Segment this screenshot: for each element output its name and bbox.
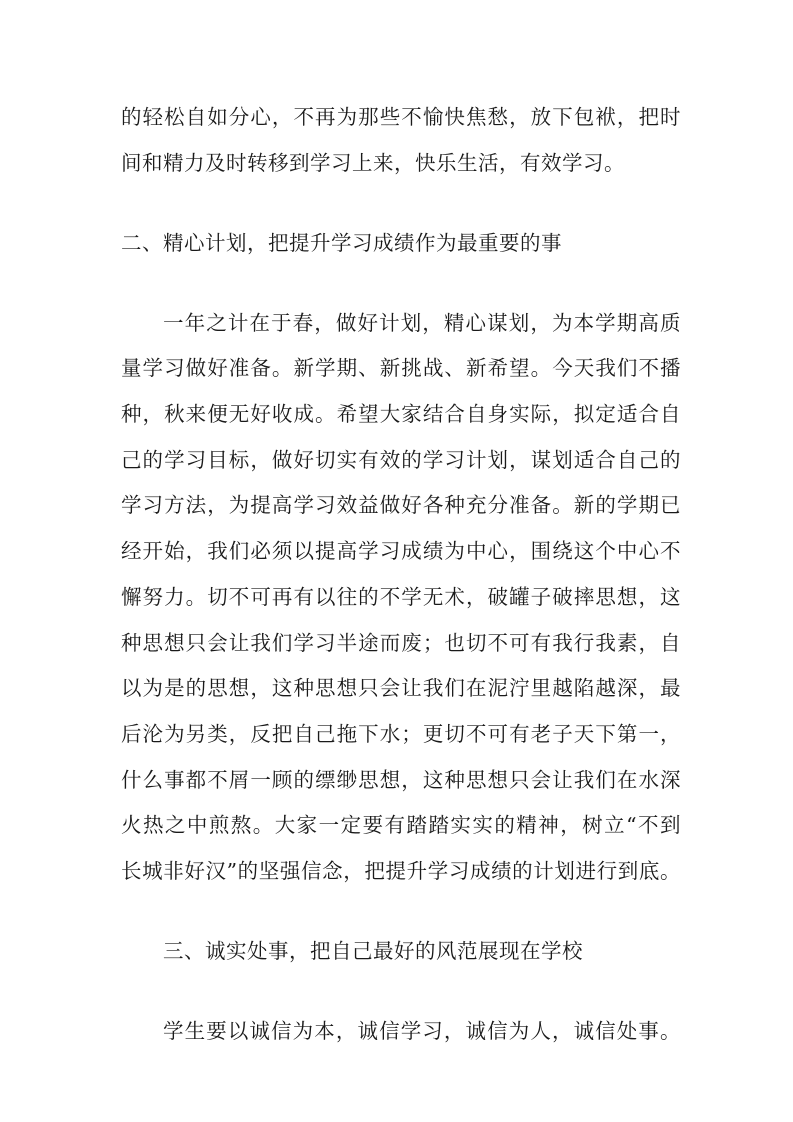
paragraph-line: 间和精力及时转移到学习上来，快乐生活，有效学习。 [121,151,625,175]
section-heading: 三、诚实处事，把自己最好的风范展现在学校 [163,939,583,963]
section-heading: 二、精心计划，把提升学习成绩作为最重要的事 [121,231,562,255]
paragraph-line: 种思想只会让我们学习半途而废；也切不可有我行我素，自 [121,631,681,655]
paragraph-line: 一年之计在于春，做好计划，精心谋划，为本学期高质 [163,311,681,335]
paragraph-line: 经开始，我们必须以提高学习成绩为中心，围绕这个中心不 [121,539,681,563]
paragraph-line: 懈努力。切不可再有以往的不学无术，破罐子破摔思想，这 [121,585,681,609]
paragraph-line: 量学习做好准备。新学期、新挑战、新希望。今天我们不播 [121,356,681,380]
paragraph-line: 长城非好汉”的坚强信念，把提升学习成绩的计划进行到底。 [121,859,681,883]
paragraph-line: 以为是的思想，这种思想只会让我们在泥泞里越陷越深，最 [121,676,681,700]
paragraph-line: 火热之中煎熬。大家一定要有踏踏实实的精神，树立“不到 [121,813,681,837]
paragraph-line: 后沦为另类，反把自己拖下水；更切不可有老子天下第一， [121,722,681,746]
paragraph-line: 的轻松自如分心，不再为那些不愉快焦愁，放下包袱，把时 [121,105,681,129]
paragraph-line: 己的学习目标，做好切实有效的学习计划，谋划适合自己的 [121,448,681,472]
paragraph-line: 学生要以诚信为本，诚信学习，诚信为人，诚信处事。 [163,1019,681,1043]
paragraph-line: 种，秋来便无好收成。希望大家结合自身实际，拟定适合自 [121,402,681,426]
paragraph-line: 什么事都不屑一顾的缥缈思想，这种思想只会让我们在水深 [121,768,681,792]
paragraph-line: 学习方法，为提高学习效益做好各种充分准备。新的学期已 [121,493,681,517]
